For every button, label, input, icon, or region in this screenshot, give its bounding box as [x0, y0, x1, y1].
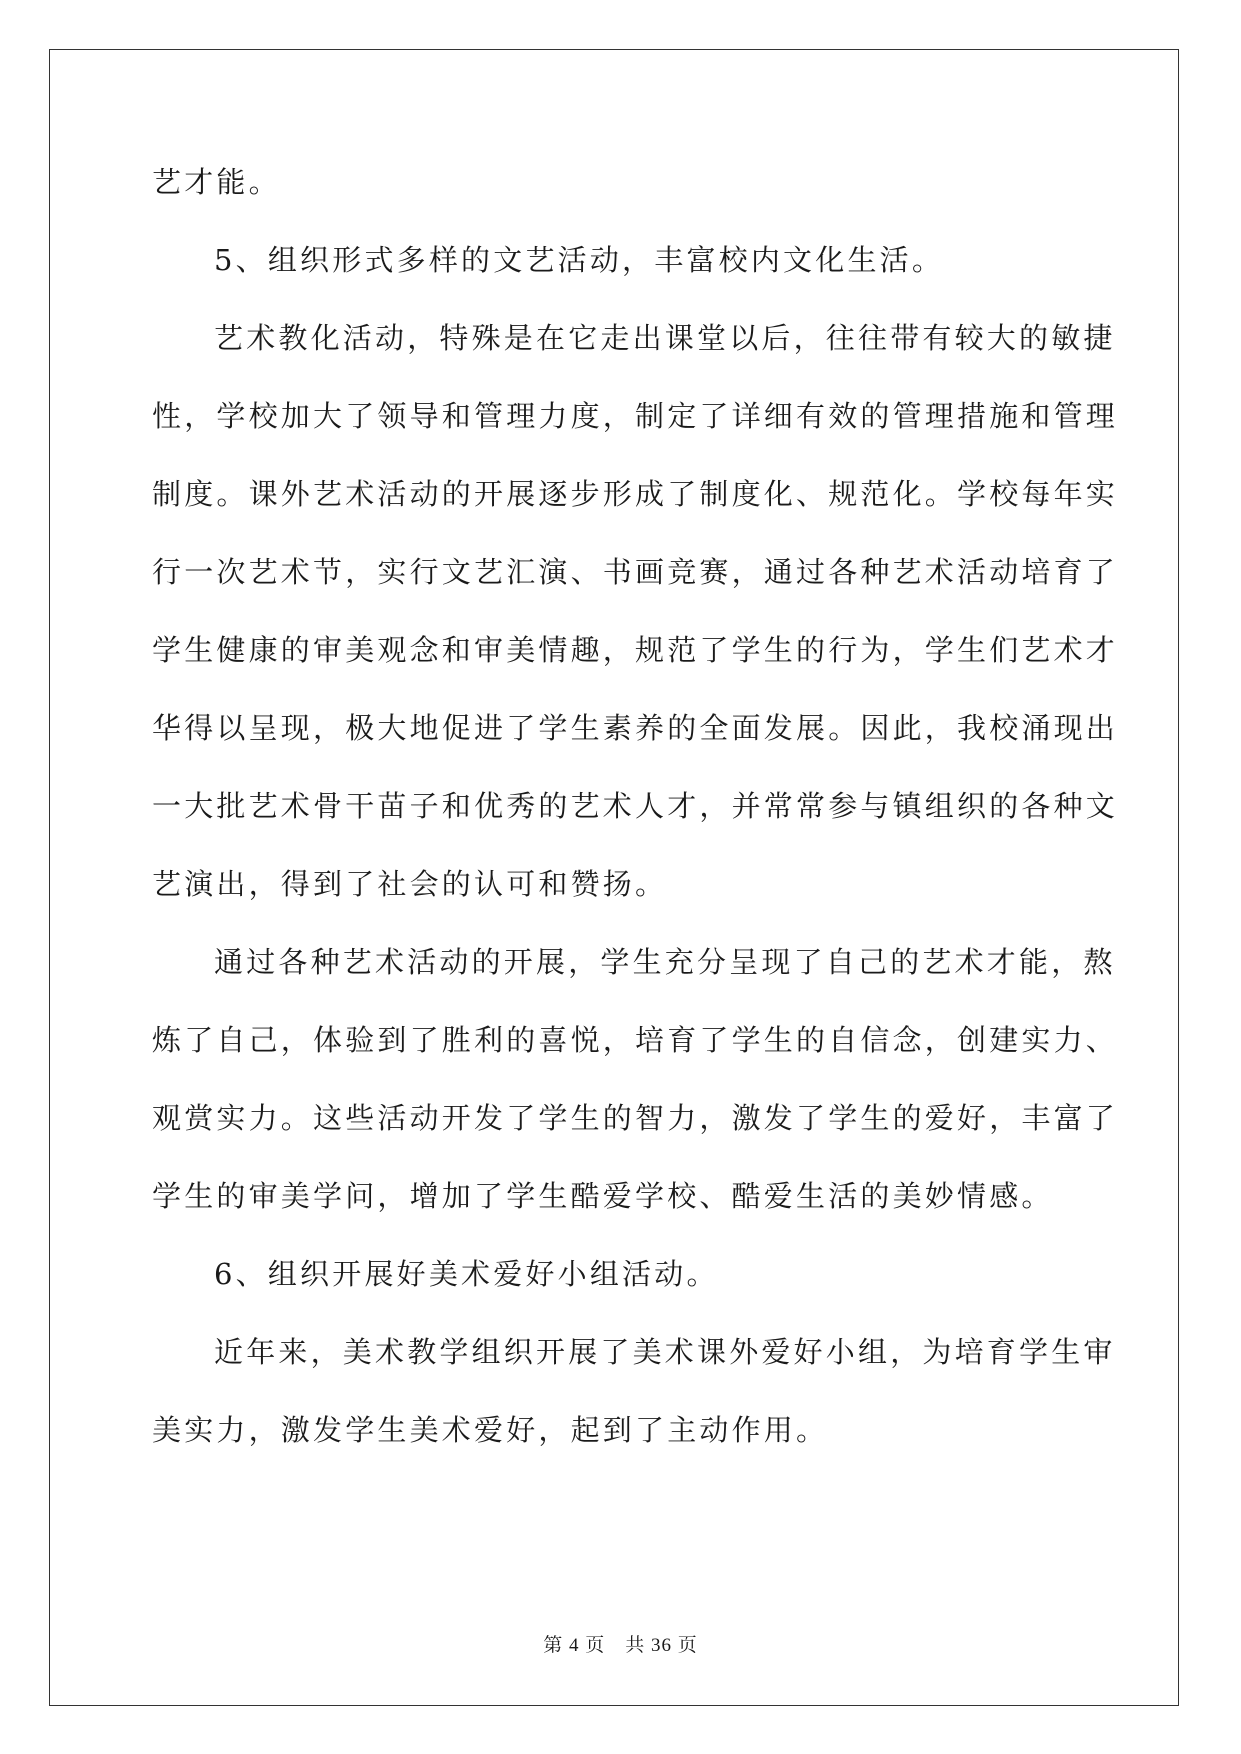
page-number: 第 4 页 共 36 页 [543, 1635, 698, 1656]
text-line: 性，学校加大了领导和管理力度，制定了详细有效的管理措施和管理 [152, 399, 1119, 433]
text-line: 近年来，美术教学组织开展了美术课外爱好小组，为培育学生审 [214, 1335, 1116, 1369]
text-line: 学生的审美学问，增加了学生酷爱学校、酷爱生活的美妙情感。 [152, 1179, 1054, 1213]
text-line: 艺演出，得到了社会的认可和赞扬。 [152, 867, 668, 901]
text-line: 艺术教化活动，特殊是在它走出课堂以后，往往带有较大的敏捷 [214, 321, 1116, 355]
text-line: 制度。课外艺术活动的开展逐步形成了制度化、规范化。学校每年实 [152, 477, 1119, 511]
text-line: 华得以呈现，极大地促进了学生素养的全面发展。因此，我校涌现出 [152, 711, 1119, 745]
text-line: 美实力，激发学生美术爱好，起到了主动作用。 [152, 1413, 829, 1447]
text-line: 学生健康的审美观念和审美情趣，规范了学生的行为，学生们艺术才 [152, 633, 1119, 667]
text-line: 观赏实力。这些活动开发了学生的智力，激发了学生的爱好，丰富了 [152, 1101, 1119, 1135]
text-line: 通过各种艺术活动的开展，学生充分呈现了自己的艺术才能，熬 [214, 945, 1116, 979]
section-heading: 5、组织形式多样的文艺活动，丰富校内文化生活。 [214, 243, 945, 277]
text-line: 行一次艺术节，实行文艺汇演、书画竞赛，通过各种艺术活动培育了 [152, 555, 1119, 589]
text-line: 炼了自己，体验到了胜利的喜悦，培育了学生的自信念，创建实力、 [152, 1023, 1119, 1057]
text-line: 一大批艺术骨干苗子和优秀的艺术人才，并常常参与镇组织的各种文 [152, 789, 1119, 823]
section-heading: 6、组织开展好美术爱好小组活动。 [214, 1257, 719, 1291]
text-line: 艺才能。 [152, 165, 281, 199]
